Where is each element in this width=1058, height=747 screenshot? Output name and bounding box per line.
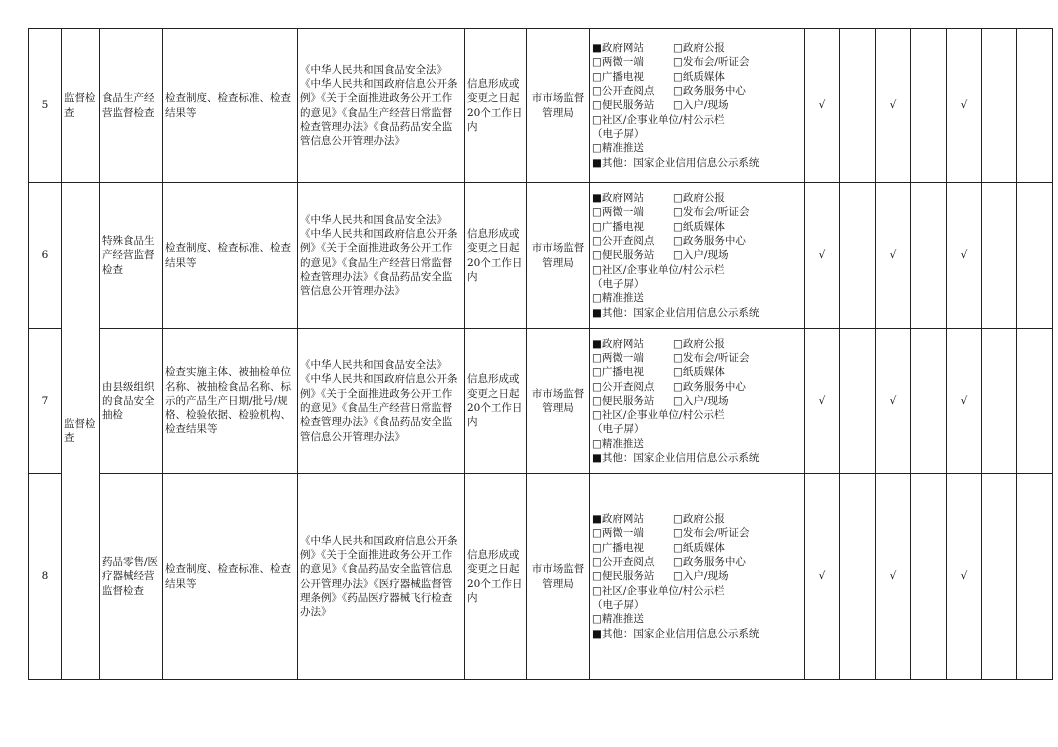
check-cell — [1017, 329, 1053, 474]
channel-option: □便民服务站 — [592, 570, 655, 583]
channels-cell — [590, 329, 805, 474]
channel-option: □政府公报 — [673, 337, 725, 350]
table-row — [29, 474, 1053, 680]
content-cell: 检查制度、检查标准、检查结果等 — [163, 474, 298, 680]
check-cell — [1017, 474, 1053, 680]
check-cell: √ — [876, 474, 911, 680]
time-limit-cell: 信息形成或变更之日起20个工作日内 — [465, 474, 527, 680]
category-cell: 监督检查 — [62, 29, 100, 183]
channel-option: （电子屏） — [592, 423, 645, 436]
channel-option: □公开查阅点 — [592, 235, 655, 248]
channel-option: □政务服务中心 — [673, 380, 746, 393]
channel-option: ■其他：国家企业信用信息公示系统 — [592, 306, 760, 319]
channel-option: □公开查阅点 — [592, 556, 655, 569]
channel-option: □社区/企事业单位/村公示栏 — [592, 409, 725, 422]
channel-option: □精准推送 — [592, 292, 644, 305]
time-limit-cell: 信息形成或变更之日起20个工作日内 — [465, 329, 527, 474]
channel-option: ■政府网站 — [592, 513, 644, 526]
check-cell — [911, 329, 947, 474]
channel-option: □政府公报 — [673, 42, 725, 55]
content-cell: 检查实施主体、被抽检单位名称、被抽检食品名称、标示的产品生产日期/批号/规格、检验依据、检验机构、检查结果等 — [163, 329, 298, 474]
channel-option: ■政府网站 — [592, 192, 644, 205]
channel-option: □政府公报 — [673, 513, 725, 526]
channel-option: □社区/企事业单位/村公示栏 — [592, 584, 725, 597]
item-cell: 食品生产经营监督检查 — [100, 29, 163, 183]
channel-option: □两微一端 — [592, 527, 644, 540]
table-row — [29, 183, 1053, 329]
channel-option: □发布会/听证会 — [673, 351, 750, 364]
channel-option: □发布会/听证会 — [673, 527, 750, 540]
check-cell — [840, 183, 876, 329]
channel-option: （电子屏） — [592, 598, 645, 611]
basis-cell: 《中华人民共和国食品安全法》《中华人民共和国政府信息公开条例》《关于全面推进政务公开工作的意见》《食品生产经营日常监督检查管理办法》《食品药品安全监管信息公开管理办法》 — [298, 329, 465, 474]
channel-option: ■政府网站 — [592, 337, 644, 350]
channel-option: □广播电视 — [592, 366, 644, 379]
channel-option: □发布会/听证会 — [673, 206, 750, 219]
check-cell: √ — [947, 329, 982, 474]
disclosure-table — [28, 28, 1053, 680]
channel-option: □纸质媒体 — [673, 220, 725, 233]
channel-option: ■其他：国家企业信用信息公示系统 — [592, 452, 760, 465]
table-row — [29, 29, 1053, 183]
channel-option: （电子屏） — [592, 277, 645, 290]
check-cell — [911, 474, 947, 680]
check-cell — [982, 183, 1017, 329]
channel-option: □便民服务站 — [592, 394, 655, 407]
item-cell: 药品零售/医疗器械经营监督检查 — [100, 474, 163, 680]
channel-option: □广播电视 — [592, 220, 644, 233]
check-cell — [911, 29, 947, 183]
basis-cell: 《中华人民共和国食品安全法》《中华人民共和国政府信息公开条例》《关于全面推进政务公开工作的意见》《食品生产经营日常监督检查管理办法》《食品药品安全监管信息公开管理办法》 — [298, 183, 465, 329]
channel-option: □纸质媒体 — [673, 541, 725, 554]
channels-cell — [590, 474, 805, 680]
check-cell — [840, 474, 876, 680]
content-cell: 检查制度、检查标准、检查结果等 — [163, 183, 298, 329]
channel-option: □社区/企事业单位/村公示栏 — [592, 263, 725, 276]
channel-option: □入户/现场 — [673, 570, 729, 583]
channel-option: □入户/现场 — [673, 99, 729, 112]
channel-option: □政府公报 — [673, 192, 725, 205]
channel-option: □公开查阅点 — [592, 85, 655, 98]
channel-option: □入户/现场 — [673, 249, 729, 262]
channel-option: □广播电视 — [592, 70, 644, 83]
row-number: 6 — [29, 183, 62, 329]
check-cell: √ — [876, 29, 911, 183]
channel-option: □政务服务中心 — [673, 85, 746, 98]
channel-option: □广播电视 — [592, 541, 644, 554]
channel-option: □便民服务站 — [592, 99, 655, 112]
basis-cell: 《中华人民共和国政府信息公开条例》《关于全面推进政务公开工作的意见》《食品药品安全监管信息公开管理办法》《医疗器械监督管理条例》《药品医疗器械飞行检查办法》 — [298, 474, 465, 680]
row-number: 8 — [29, 474, 62, 680]
check-cell — [982, 329, 1017, 474]
responsible-body-cell: 市市场监督管理局 — [527, 329, 590, 474]
responsible-body-cell: 市市场监督管理局 — [527, 183, 590, 329]
content-cell: 检查制度、检查标准、检查结果等 — [163, 29, 298, 183]
channel-option: □公开查阅点 — [592, 380, 655, 393]
channel-option: ■其他：国家企业信用信息公示系统 — [592, 156, 760, 169]
channel-option: （电子屏） — [592, 127, 645, 140]
item-cell: 由县级组织的食品安全抽检 — [100, 329, 163, 474]
row-number: 5 — [29, 29, 62, 183]
check-cell: √ — [876, 329, 911, 474]
channel-option: □社区/企事业单位/村公示栏 — [592, 113, 725, 126]
check-cell: √ — [947, 183, 982, 329]
check-cell: √ — [805, 474, 840, 680]
category-cell-merged: 监督检查 — [62, 183, 100, 680]
channel-option: □政务服务中心 — [673, 235, 746, 248]
channel-option: □精准推送 — [592, 613, 644, 626]
channel-option: □纸质媒体 — [673, 366, 725, 379]
time-limit-cell: 信息形成或变更之日起20个工作日内 — [465, 183, 527, 329]
check-cell — [982, 474, 1017, 680]
item-cell: 特殊食品生产经营监督检查 — [100, 183, 163, 329]
check-cell: √ — [947, 29, 982, 183]
channel-option: □纸质媒体 — [673, 70, 725, 83]
check-cell: √ — [805, 29, 840, 183]
channel-option: □两微一端 — [592, 351, 644, 364]
row-number: 7 — [29, 329, 62, 474]
basis-cell: 《中华人民共和国食品安全法》《中华人民共和国政府信息公开条例》《关于全面推进政务公开工作的意见》《食品生产经营日常监督检查管理办法》《食品药品安全监管信息公开管理办法》 — [298, 29, 465, 183]
channel-option: □入户/现场 — [673, 394, 729, 407]
channel-option: □两微一端 — [592, 206, 644, 219]
channels-cell — [590, 29, 805, 183]
check-cell — [982, 29, 1017, 183]
channel-option: □精准推送 — [592, 437, 644, 450]
channel-option: □政务服务中心 — [673, 556, 746, 569]
check-cell — [1017, 29, 1053, 183]
check-cell — [840, 329, 876, 474]
table-row — [29, 329, 1053, 474]
check-cell: √ — [876, 183, 911, 329]
check-cell — [1017, 183, 1053, 329]
check-cell: √ — [805, 329, 840, 474]
check-cell: √ — [805, 183, 840, 329]
channel-option: □两微一端 — [592, 56, 644, 69]
check-cell: √ — [947, 474, 982, 680]
responsible-body-cell: 市市场监督管理局 — [527, 29, 590, 183]
channel-option: ■政府网站 — [592, 42, 644, 55]
responsible-body-cell: 市市场监督管理局 — [527, 474, 590, 680]
channel-option: □发布会/听证会 — [673, 56, 750, 69]
check-cell — [840, 29, 876, 183]
check-cell — [911, 183, 947, 329]
time-limit-cell: 信息形成或变更之日起20个工作日内 — [465, 29, 527, 183]
channels-cell — [590, 183, 805, 329]
channel-option: ■其他：国家企业信用信息公示系统 — [592, 627, 760, 640]
channel-option: □精准推送 — [592, 142, 644, 155]
channel-option: □便民服务站 — [592, 249, 655, 262]
